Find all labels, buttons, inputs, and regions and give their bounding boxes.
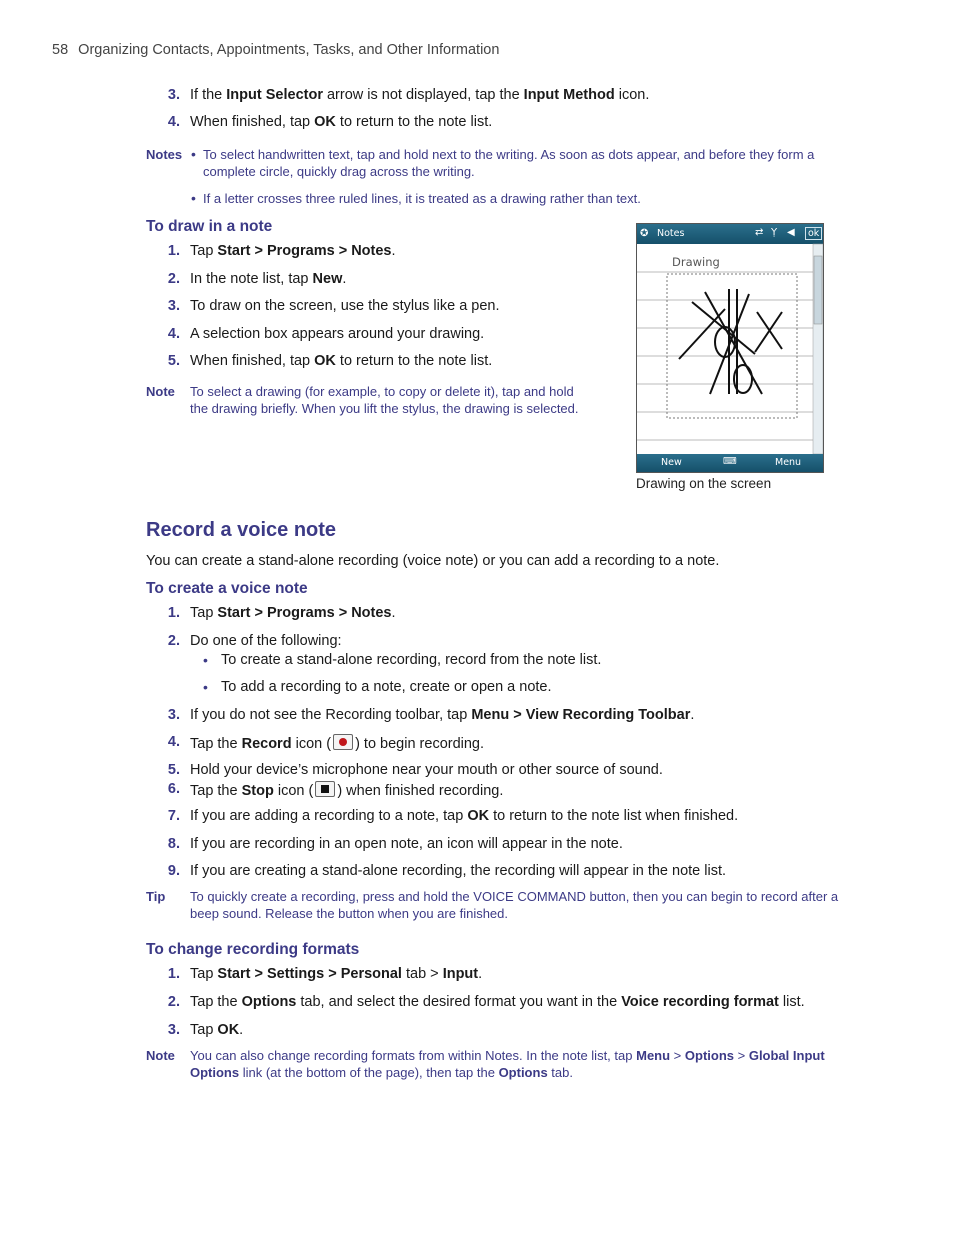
step-number: 8. [167, 836, 180, 852]
step-number: 2. [167, 271, 180, 287]
step-text: In the note list, tap New. [190, 271, 347, 287]
signal-icon: Ỵ [771, 227, 778, 238]
ok-button[interactable]: ok [805, 227, 822, 240]
step-number: 1. [167, 605, 180, 621]
volume-icon: ◀ [787, 227, 795, 238]
step-text: Tap the Options tab, and select the desired format you want in the Voice recording format list. [190, 994, 805, 1010]
note-text: To select a drawing (for example, to copy or delete it), tap and hold the drawing briefly. When you lift the stylus, the drawing is selected. [190, 384, 579, 416]
record-icon [333, 734, 353, 750]
new-soft-key[interactable]: New [661, 457, 682, 468]
note-label: Note [146, 1048, 175, 1063]
step-text: If the Input Selector arrow is not displayed, tap the Input Method icon. [190, 87, 650, 103]
page-header [52, 42, 499, 58]
step-text: Do one of the following: [190, 633, 342, 649]
step-text: If you do not see the Recording toolbar, tap Menu > View Recording Toolbar. [190, 707, 695, 723]
running-title: Organizing Contacts, Appointments, Tasks, and Other Information [78, 42, 500, 58]
section-heading: To change recording formats [146, 941, 360, 958]
step-number: 6. [167, 781, 180, 797]
step-number: 9. [167, 863, 180, 879]
bullet-icon: • [191, 190, 196, 206]
tip-label: Tip [146, 889, 166, 904]
step-text: Hold your device’s microphone near your mouth or other source of sound. [190, 762, 663, 778]
step-text: Tap Start > Programs > Notes. [190, 243, 396, 259]
intro-text: You can create a stand-alone recording (voice note) or you can add a recording to a note. [146, 553, 720, 569]
step-text: If you are recording in an open note, an icon will appear in the note. [190, 836, 623, 852]
step-text: If you are adding a recording to a note, tap OK to return to the note list when finished. [190, 808, 739, 824]
step-text: When finished, tap OK to return to the note list. [190, 353, 493, 369]
connectivity-icon: ⇄ [755, 227, 764, 238]
step-number: 2. [167, 633, 180, 649]
step-number: 3. [167, 87, 180, 103]
step-text: Tap Start > Programs > Notes. [190, 605, 396, 621]
note-item: If a letter crosses three ruled lines, it is treated as a drawing rather than text. [203, 191, 641, 206]
step-number: 7. [167, 808, 180, 824]
step-text: Tap OK. [190, 1022, 244, 1038]
bullet-icon: • [203, 652, 208, 668]
step-number: 4. [167, 326, 180, 342]
step-number: 1. [167, 243, 180, 259]
bullet-item: To add a recording to a note, create or open a note. [221, 679, 552, 695]
app-title: Notes [657, 228, 685, 239]
bullet-icon: • [203, 679, 208, 695]
step-text: A selection box appears around your drawing. [190, 326, 485, 342]
tip-text: To quickly create a recording, press and hold the VOICE COMMAND button, then you can begin to record after a beep sound. Release the button when you are finished. [190, 889, 839, 921]
section-heading: To draw in a note [146, 218, 273, 235]
step-text: If you are creating a stand-alone recording, the recording will appear in the note list. [190, 863, 727, 879]
bullet-icon: • [191, 146, 196, 162]
windows-logo-icon: ✪ [640, 228, 649, 239]
step-number: 5. [167, 762, 180, 778]
section-heading: To create a voice note [146, 580, 308, 597]
step-number: 2. [167, 994, 180, 1010]
soft-key-bar [637, 454, 823, 472]
stop-icon [315, 781, 335, 797]
figure-caption: Drawing on the screen [636, 476, 772, 491]
section-title: Record a voice note [146, 519, 337, 541]
step-text: To draw on the screen, use the stylus like a pen. [190, 298, 500, 314]
notes-label: Notes [146, 147, 183, 162]
step-number: 5. [167, 353, 180, 369]
note-item: To select handwritten text, tap and hold next to the writing. As soon as dots appear, and before they form a complete circle, quickly drag across the writing. [203, 147, 815, 179]
drawing-canvas[interactable] [637, 224, 823, 472]
step-text: When finished, tap OK to return to the note list. [190, 114, 493, 130]
keyboard-icon[interactable]: ⌨ [723, 456, 737, 467]
step-number: 4. [167, 734, 180, 750]
step-number: 3. [167, 1022, 180, 1038]
step-text: Tap the Stop icon ( ) when finished recording. [190, 783, 504, 799]
note-label: Note [146, 384, 175, 399]
page-number: 58 [52, 42, 69, 58]
step-text: Tap the Record icon ( ) to begin recording. [190, 736, 485, 752]
document-title: Drawing [672, 255, 720, 269]
step-number: 3. [167, 707, 180, 723]
bullet-item: To create a stand-alone recording, record from the note list. [221, 652, 602, 668]
step-number: 3. [167, 298, 180, 314]
notes-screenshot [636, 223, 824, 473]
step-number: 1. [167, 966, 180, 982]
menu-soft-key[interactable]: Menu [775, 457, 802, 468]
step-number: 4. [167, 114, 180, 130]
step-text: Tap Start > Settings > Personal tab > Input. [190, 966, 483, 982]
note-text: You can also change recording formats from within Notes. In the note list, tap Menu > Options > Global Input Options link (at the bottom of the page), then tap the Options tab. [190, 1048, 825, 1080]
